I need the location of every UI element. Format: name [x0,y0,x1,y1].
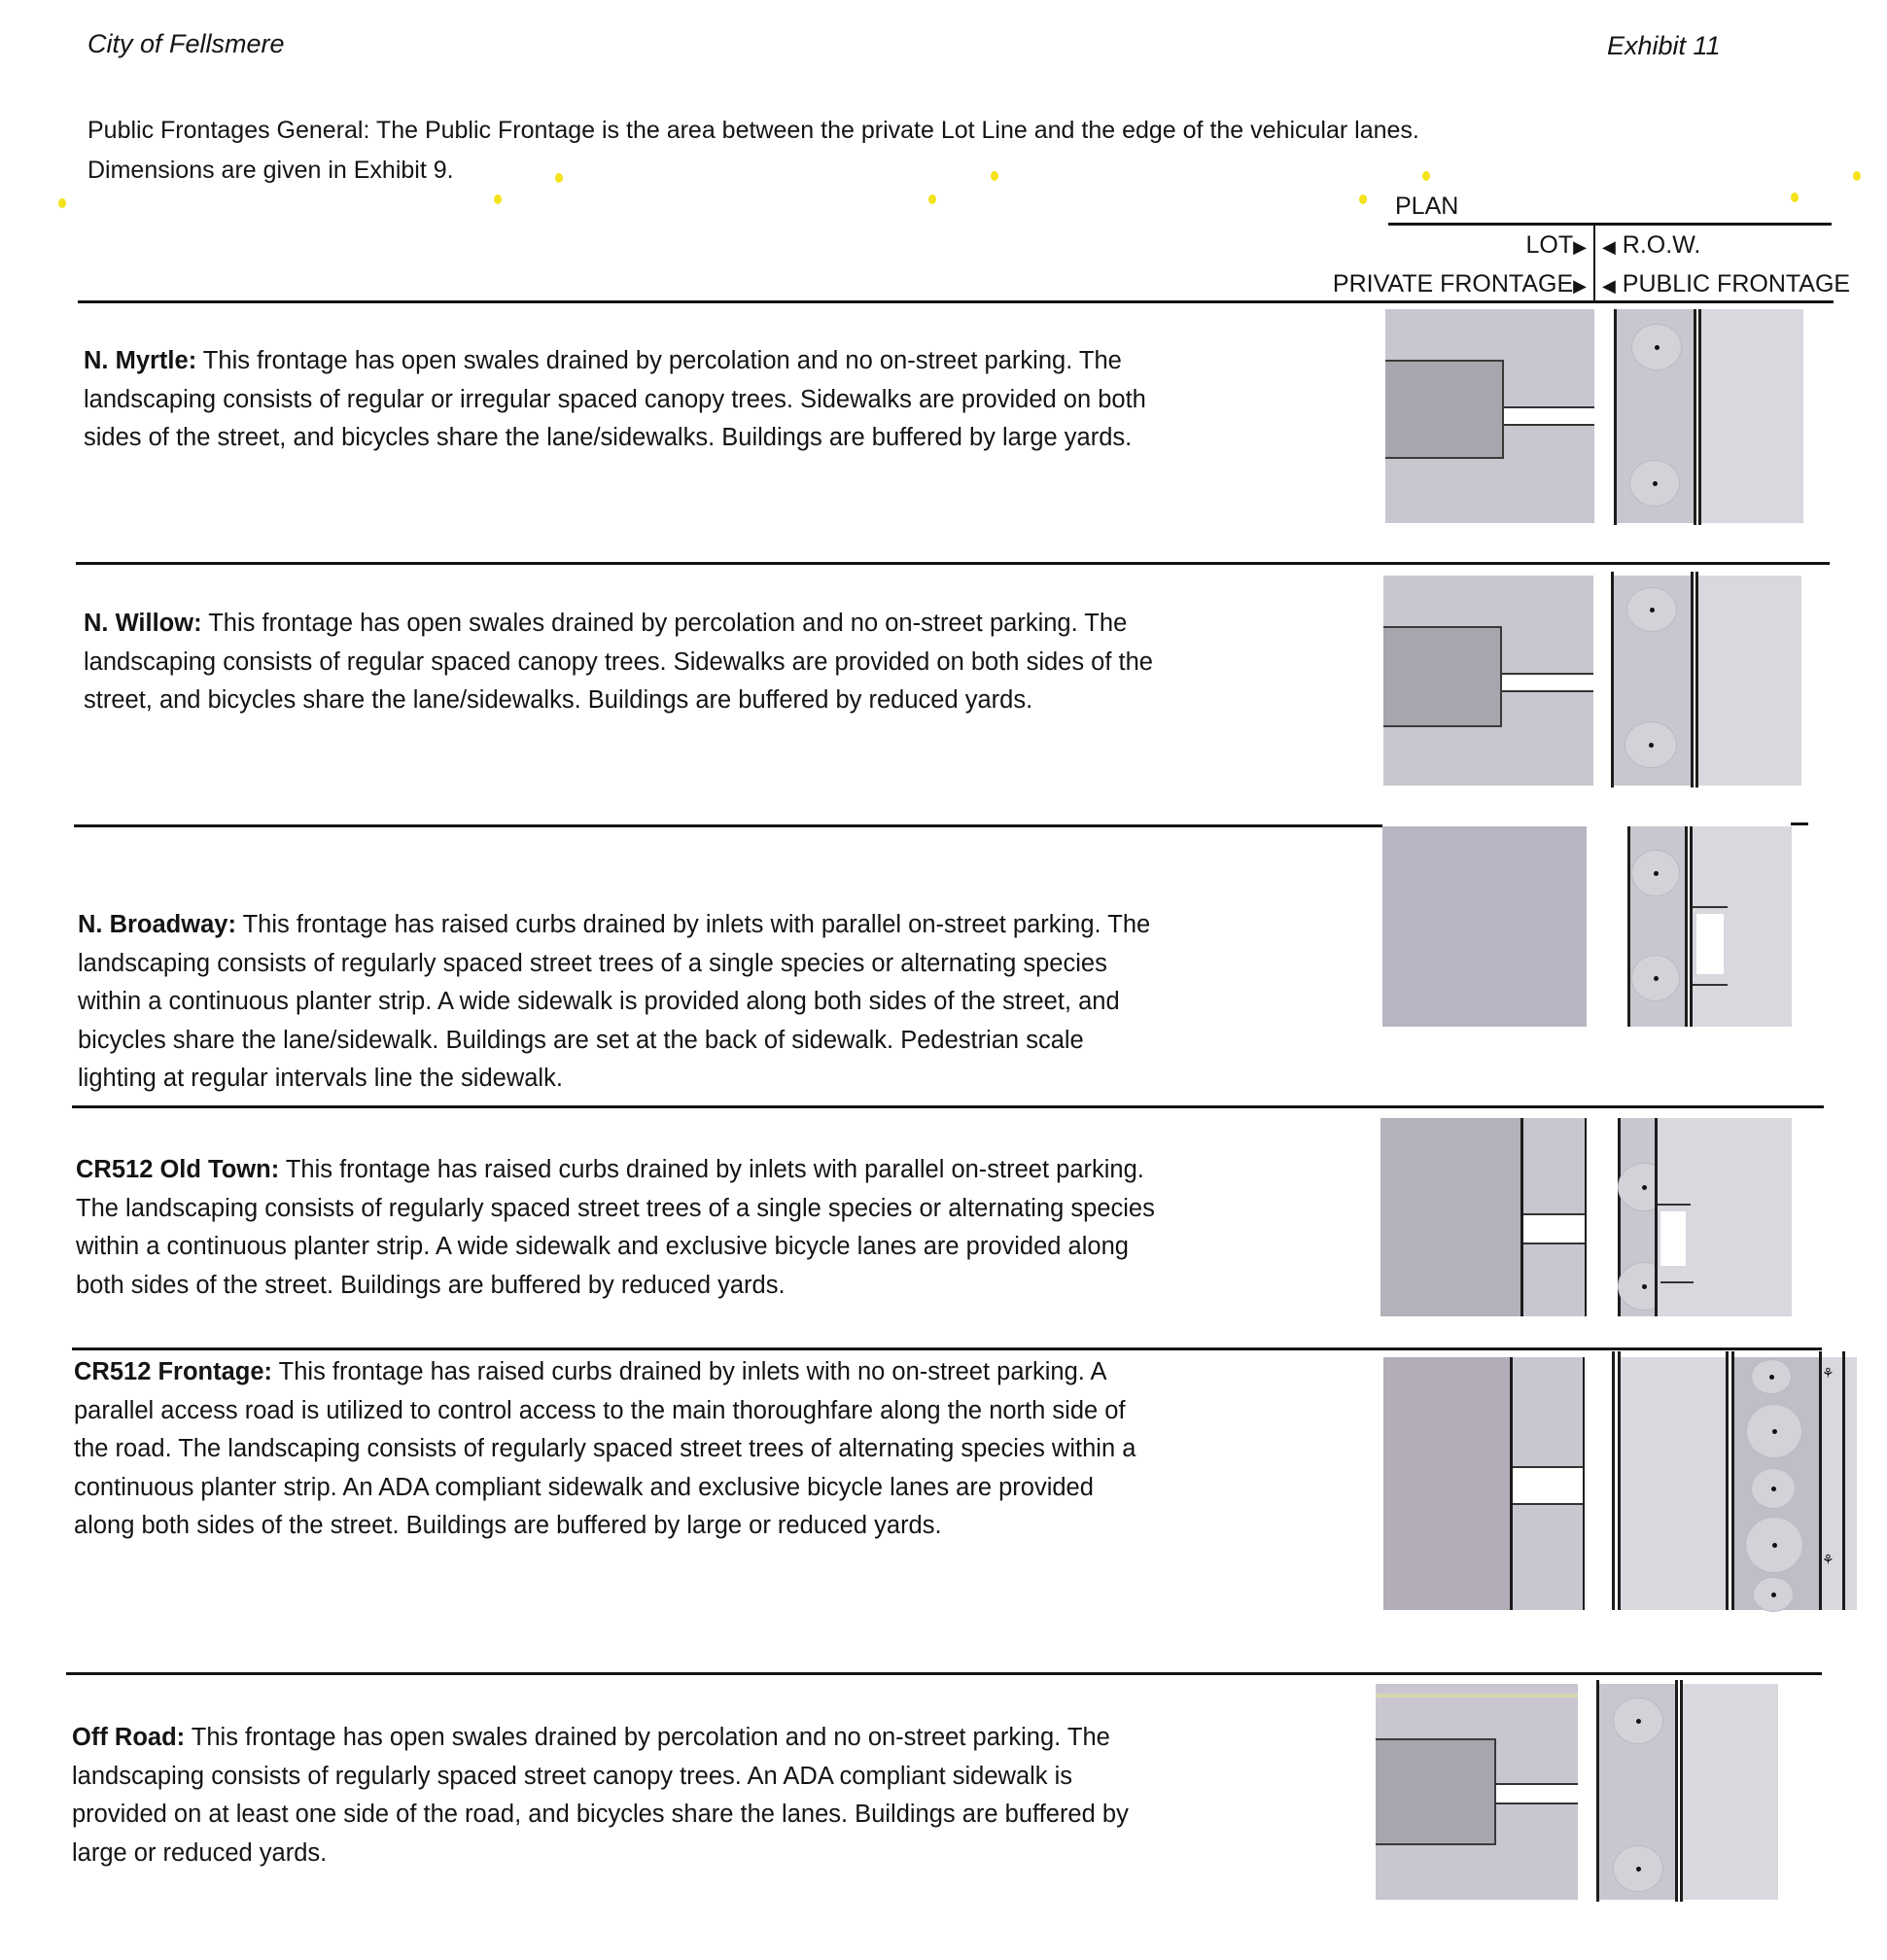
section-cr512-frontage [74,1353,1153,1546]
lot-label: LOT▶ [1525,231,1587,259]
tree-icon [1745,1517,1803,1573]
lot-area [1383,1357,1510,1610]
section-divider [76,562,1830,565]
tree-icon [1631,850,1680,896]
section-description: This frontage has raised curbs drained by inlets with parallel on-street parking. The landscaping consists of regularly spaced street trees of a single species or alternating species within a continuous planter strip. A wide sidewalk and exclusive bicycle lanes are provided along both sides of the street. Buildings are buffered by reduced yards. [76,1156,1155,1299]
edge-line [1691,572,1694,788]
section-description: This frontage has raised curbs drained by inlets with no on-street parking. A parallel access road is utilized to control access to the main thoroughfare along the north side of the road. The landscaping consists of regularly spaced street trees of alternating species within a continuous planter strip. An ADA compliant sidewalk and exclusive bicycle lanes are provided along both sides of the street. Buildings are buffered by large or reduced yards. [74,1358,1136,1539]
arrow-right-icon: ▶ [1573,276,1587,296]
lot-row-divider [1593,224,1595,300]
building-footprint [1383,626,1502,727]
building-footprint [1385,360,1504,459]
tree-icon [1751,1359,1792,1394]
plan-diagram-n-myrtle [1385,309,1803,525]
section-n-willow [84,605,1163,720]
lot-line [1583,1357,1585,1610]
section-title: CR512 Old Town: [76,1156,280,1183]
private-frontage-label: PRIVATE FRONTAGE▶ [1332,270,1587,298]
highlight-mark [928,194,936,204]
tree-icon [1629,460,1680,507]
bike-lane [1822,1357,1843,1610]
highlight-mark [1853,171,1861,181]
plan-diagram-n-willow [1383,572,1803,788]
property-line [1376,1694,1578,1698]
parking-stall-line [1660,1281,1694,1283]
section-description: This frontage has open swales drained by percolation and no on-street parking. The landscaping consists of regular or irregular spaced canopy trees. Sidewalks are provided on both sides of the street, and bicycles share the lane/sidewalks. Buildings are buffered by large yards. [84,347,1146,451]
document-header-left: City of Fellsmere [87,29,285,58]
tree-icon [1626,587,1677,632]
plan-title: PLAN [1395,192,1459,220]
tree-icon [1631,955,1680,1001]
tree-icon [1613,1698,1663,1744]
parking-stall-line [1658,1204,1691,1206]
section-n-broadway [78,906,1157,1099]
section-description: This frontage has open swales drained by percolation and no on-street parking. The landscaping consists of regularly spaced street canopy trees. An ADA compliant sidewalk is provided on at least one side of the road, and bicycles share the lanes. Buildings are buffered by large or reduced yards. [72,1724,1129,1867]
walkway [1496,1783,1578,1804]
walkway [1513,1466,1584,1505]
tree-icon [1746,1404,1802,1458]
vehicular-lane [1701,309,1803,523]
plan-diagram-off-road [1376,1680,1800,1902]
section-title: N. Willow: [84,610,202,637]
section-title: Off Road: [72,1724,186,1751]
highlight-mark [555,173,563,183]
highlight-mark [1422,171,1430,181]
exhibit-number: Exhibit 11 [1607,31,1721,60]
bicycle-icon: ⚘ [1822,1365,1835,1381]
section-divider [72,1105,1824,1108]
section-off-road [72,1719,1151,1872]
arrow-right-icon: ▶ [1573,237,1587,257]
parking-stall-line [1693,984,1728,986]
vehicular-lane [1698,576,1801,786]
tree-icon [1753,1577,1794,1612]
curb-line [1726,1351,1729,1610]
section-title: CR512 Frontage: [74,1358,273,1385]
parking-space [1696,914,1724,974]
intro-line-2: Dimensions are given in Exhibit 9. [87,157,454,184]
vehicular-lane [1845,1357,1857,1610]
building-footprint [1376,1738,1496,1845]
arrow-left-icon: ◀ [1602,237,1616,257]
section-divider [78,300,1834,303]
highlight-mark [494,194,502,204]
access-road [1621,1357,1726,1610]
section-cr512-old-town [76,1151,1155,1305]
plan-rule [1388,223,1832,226]
plan-diagram-cr512-old-town [1380,1118,1804,1334]
section-divider [72,1348,1822,1350]
parking-space [1660,1211,1686,1266]
highlight-mark [58,198,66,208]
plan-diagram-cr512-frontage [1383,1357,1883,1612]
highlight-mark [1359,194,1367,204]
tree-icon [1625,721,1677,768]
row-label: ◀ R.O.W. [1602,231,1701,259]
highlight-mark [991,171,998,181]
lot-line [1585,1118,1587,1316]
bicycle-icon: ⚘ [1822,1552,1835,1567]
tree-icon [1751,1468,1796,1509]
walkway [1523,1213,1586,1244]
vehicular-lane [1683,1684,1778,1900]
section-divider [74,824,1382,827]
section-title: N. Broadway: [78,911,236,938]
curb-line [1685,826,1688,1027]
lot-area [1380,1118,1521,1316]
edge-line [1675,1680,1678,1902]
intro-line-1: Public Frontages General: The Public Frontage is the area between the private Lot Line and the edge of the vehicular lanes. [87,117,1419,144]
section-description: This frontage has open swales drained by percolation and no on-street parking. The landscaping consists of regular spaced canopy trees. Sidewalks are provided on both sides of the street, and bicycles share the lane/sidewalks. Buildings are buffered by reduced yards. [84,610,1153,714]
walkway [1504,406,1594,426]
walkway [1502,673,1593,692]
tree-icon [1631,324,1682,370]
lot-area [1382,826,1587,1027]
arrow-left-icon: ◀ [1602,276,1616,296]
parking-stall-line [1693,906,1728,908]
public-frontage-label: ◀ PUBLIC FRONTAGE [1602,270,1851,298]
section-divider [66,1672,1822,1675]
section-n-myrtle [84,342,1163,458]
section-title: N. Myrtle: [84,347,197,374]
tree-icon [1613,1845,1663,1892]
edge-line [1694,309,1696,525]
section-divider [1791,822,1808,825]
section-description: This frontage has raised curbs drained by inlets with parallel on-street parking. The landscaping consists of regularly spaced street trees of a single species or alternating species within a continuous planter strip. A wide sidewalk is provided along both sides of the street, and bicycles share the lane/sidewalk. Buildings are set at the back of sidewalk. Pedestrian scale lighting at regular intervals line the sidewalk. [78,911,1151,1092]
highlight-mark [1791,192,1799,202]
curb-line [1612,1351,1615,1610]
plan-diagram-n-broadway [1382,826,1804,1042]
